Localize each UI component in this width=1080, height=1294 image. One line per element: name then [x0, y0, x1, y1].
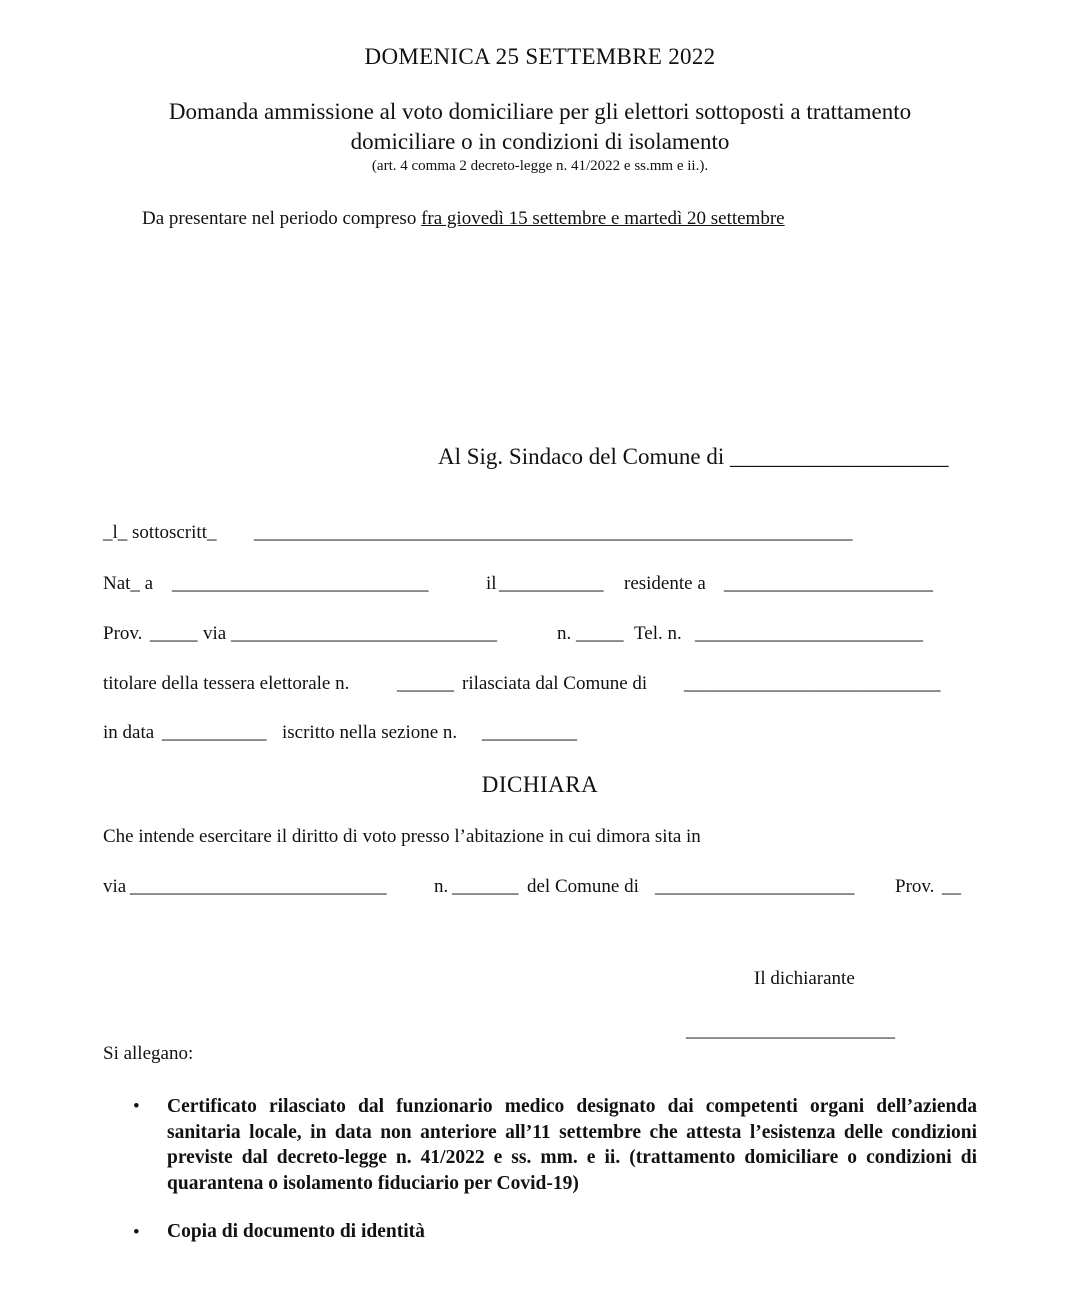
undersigned-label: _l_ sottoscritt_ [103, 522, 217, 543]
form-row-section [0, 722, 1080, 752]
form-row-undersigned [0, 522, 1080, 552]
birthdate-field[interactable]: ___________ [499, 573, 604, 594]
submission-prefix: Da presentare nel periodo compreso [142, 208, 422, 229]
voting-municipality-label: del Comune di [527, 876, 639, 897]
street-field[interactable]: ____________________________ [231, 623, 497, 644]
form-row-voting-address [0, 876, 1080, 906]
attachment-medical-certificate: Certificato rilasciato dal funzionario medico designato dai competenti organi dell’azienda sanitaria locale, in data non anteriore all’11 settembre che attesta l’esistenza delle condizioni previste dal decreto-legge n. 41/2022 e ss. mm. e ii. (trattamento domiciliare o condizioni di quarantena o isolamento fiduciario per Covid-19) [167, 1096, 977, 1194]
legal-reference: (art. 4 comma 2 decreto-legge n. 41/2022 e ss.mm e ii.). [371, 158, 709, 174]
election-date: DOMENICA 25 SETTEMBRE 2022 [364, 44, 716, 69]
intent-statement: Che intende esercitare il diritto di voto presso l’abitazione in cui dimora sita in [103, 826, 701, 847]
recipient-mayor: Al Sig. Sindaco del Comune di ___________________ [438, 444, 949, 469]
voting-municipality-field[interactable]: _____________________ [655, 876, 855, 897]
section-label: iscritto nella sezione n. [282, 722, 458, 743]
undersigned-name-field[interactable]: _______________________________________________________________ [254, 522, 853, 543]
birthplace-field[interactable]: ___________________________ [172, 573, 429, 594]
issue-date-field[interactable]: ___________ [162, 722, 267, 743]
phone-label: Tel. n. [634, 623, 682, 644]
declare-heading: DICHIARA [481, 772, 599, 797]
phone-field[interactable]: ________________________ [695, 623, 923, 644]
bullet-icon: • [133, 1222, 140, 1243]
voting-number-field[interactable]: _______ [452, 876, 519, 897]
issuing-municipality-field[interactable]: ___________________________ [684, 673, 941, 694]
declarant-label: Il dichiarante [754, 968, 855, 989]
born-on-label: il [486, 573, 497, 594]
submission-period [142, 208, 785, 230]
form-title-line-2: domiciliare o in condizioni di isolamento [350, 129, 730, 154]
form-row-voter-card [0, 673, 1080, 703]
section-number-field[interactable]: __________ [482, 722, 577, 743]
resident-at-label: residente a [624, 573, 706, 594]
form-row-address [0, 623, 1080, 653]
house-number-label: n. [557, 623, 572, 644]
voter-card-number-field[interactable]: ______ [397, 673, 454, 694]
form-row-birth [0, 573, 1080, 603]
submission-dates: fra giovedì 15 settembre e martedì 20 settembre [421, 208, 785, 229]
form-title-line-1: Domanda ammissione al voto domiciliare per gli elettori sottoposti a trattamento [168, 99, 912, 124]
signature-field[interactable]: ______________________ [686, 1020, 895, 1041]
street-label: via [203, 623, 227, 644]
house-number-field[interactable]: _____ [576, 623, 624, 644]
attachment-id-copy: Copia di documento di identità [167, 1221, 425, 1242]
attachments-label: Si allegano: [103, 1043, 194, 1064]
voting-province-field[interactable]: __ [942, 876, 961, 897]
voting-province-label: Prov. [895, 876, 935, 897]
issued-by-label: rilasciata dal Comune di [462, 673, 648, 694]
province-field[interactable]: _____ [150, 623, 198, 644]
province-label: Prov. [103, 623, 143, 644]
voter-card-label: titolare della tessera elettorale n. [103, 673, 350, 694]
voting-street-field[interactable]: ___________________________ [130, 876, 387, 897]
issue-date-label: in data [103, 722, 155, 743]
bullet-icon: • [133, 1096, 140, 1117]
voting-street-label: via [103, 876, 127, 897]
born-at-label: Nat_ a [103, 573, 154, 594]
voting-number-label: n. [434, 876, 449, 897]
residence-field[interactable]: ______________________ [724, 573, 933, 594]
